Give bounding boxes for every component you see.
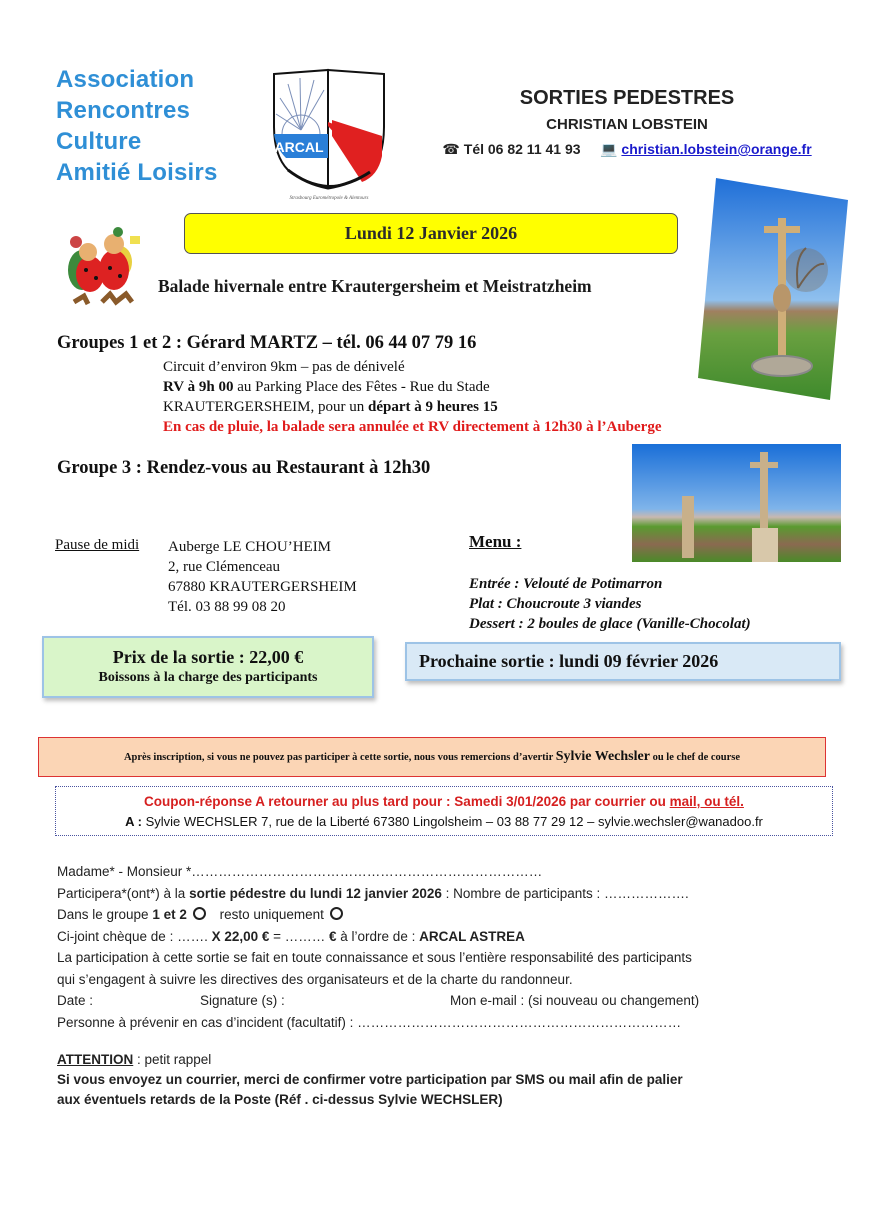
- menu-list: [469, 574, 751, 634]
- circuit-info: Circuit d’environ 9km – pas de dénivelé: [163, 359, 405, 375]
- name-field[interactable]: Madame* - Monsieur *……………………………………………………………………: [57, 864, 543, 879]
- contact-name: Sylvie Wechsler: [555, 749, 650, 764]
- contact-header: [412, 84, 842, 160]
- coupon-deadline-methods: mail, ou tél.: [669, 794, 744, 809]
- field-crosses-photo: [632, 444, 841, 562]
- logo-text: ARCAL: [274, 139, 324, 155]
- date-field[interactable]: Date :: [57, 993, 94, 1008]
- group-pre: Dans le groupe: [57, 907, 153, 922]
- departure-time: départ à 9 heures 15: [368, 399, 498, 415]
- contact-line: [412, 138, 842, 160]
- emergency-contact-field[interactable]: Personne à prévenir en cas d’incident (facultatif) : ………………………………………………………………: [57, 1014, 682, 1030]
- attention-sublabel: : petit rappel: [133, 1052, 212, 1067]
- attention-label: ATTENTION: [57, 1052, 134, 1067]
- arcal-logo: [266, 66, 392, 208]
- meeting-time: RV à 9h 00: [163, 379, 234, 395]
- menu-item: Entrée : Velouté de Potimarron: [469, 576, 663, 592]
- participation-pre: Participera*(ont*) à la: [57, 885, 190, 901]
- document-title: SORTIES PEDESTRES: [519, 87, 735, 109]
- cheque-pre: Ci-joint chèque de : …….: [57, 928, 212, 944]
- groups-1-2-heading: Groupes 1 et 2 : Gérard MARTZ – tél. 06 44 07 79 16: [57, 333, 477, 353]
- email-field[interactable]: Mon e-mail : (si nouveau ou changement): [450, 993, 700, 1008]
- disclaimer-line: La participation à cette sortie se fait en toute connaissance et sous l’entière responsabilité des participants: [57, 950, 692, 965]
- organizer-name: CHRISTIAN LOBSTEIN: [546, 116, 708, 133]
- resto-only-radio[interactable]: [330, 907, 343, 920]
- restaurant-address: [168, 537, 357, 617]
- coupon-deadline: [56, 792, 832, 812]
- price-text: Prix de la sortie : 22,00 €: [112, 647, 304, 667]
- participation-event: sortie pédestre du lundi 12 janvier 2026: [189, 885, 442, 901]
- org-line: Rencontres: [56, 97, 191, 124]
- cheque-currency: €: [329, 928, 337, 944]
- lunch-label: Pause de midi: [55, 537, 140, 553]
- attention-text: Si vous envoyez un courrier, merci de confirmer votre participation par SMS ou mail afin de palier: [57, 1072, 683, 1087]
- participation-line: [57, 883, 699, 905]
- restaurant-name: Auberge LE CHOU’HEIM: [168, 539, 332, 555]
- recipient-address: Sylvie WECHSLER 7, rue de la Liberté 67380 Lingolsheim – 03 88 77 29 12 – sylvie.wechsler@wanadoo.fr: [141, 814, 763, 829]
- participant-count-field[interactable]: : Nombre de participants : ……………….: [441, 885, 689, 901]
- notice-text: Après inscription, si vous ne pouvez pas participer à cette sortie, nous vous remercions d’avertir: [123, 752, 556, 763]
- organizer-phone: Tél 06 82 11 41 93: [463, 141, 581, 157]
- organization-name: [56, 64, 218, 188]
- group-3-heading: Groupe 3 : Rendez-vous au Restaurant à 12h30: [57, 458, 431, 478]
- org-line: Association: [56, 66, 195, 93]
- resto-only-label: resto uniquement: [219, 907, 324, 922]
- org-line: Amitié Loisirs: [56, 159, 218, 186]
- cheque-line: [57, 926, 699, 948]
- menu-item: Plat : Choucroute 3 viandes: [469, 596, 642, 612]
- cheque-unit-price: X 22,00 €: [211, 928, 270, 944]
- drinks-note: Boissons à la charge des participants: [98, 670, 318, 685]
- recipient-label: A :: [125, 814, 142, 829]
- meeting-point: [163, 377, 661, 397]
- event-subtitle: Balade hivernale entre Krautergersheim et Meistratzheim: [158, 276, 592, 296]
- attention-text: aux éventuels retards de la Poste (Réf . ci-dessus Sylvie WECHSLER): [57, 1092, 503, 1107]
- wayside-cross-photo: [698, 178, 848, 400]
- notice-text-end: ou le chef de course: [649, 752, 741, 763]
- rain-notice: En cas de pluie, la balade sera annulée et RV directement à 12h30 à l’Auberge: [163, 419, 662, 435]
- logo-caption: Strasbourg Eurométropole & Alentours: [289, 196, 369, 201]
- phone-icon: ☎: [442, 141, 460, 157]
- computer-icon: 💻: [599, 141, 618, 157]
- next-outing-box: Prochaine sortie : lundi 09 février 2026: [405, 642, 841, 681]
- registration-form: [57, 861, 699, 1033]
- restaurant-phone: Tél. 03 88 99 08 20: [168, 599, 286, 615]
- event-date-banner: Lundi 12 Janvier 2026: [184, 213, 678, 254]
- org-line: Culture: [56, 128, 142, 155]
- menu-title: Menu :: [469, 532, 522, 551]
- menu-item: Dessert : 2 boules de glace (Vanille-Chocolat): [469, 616, 751, 632]
- meeting-place: au Parking Place des Fêtes - Rue du Stade: [233, 379, 490, 395]
- attention-heading: [57, 1050, 683, 1070]
- group-1-2-radio[interactable]: [193, 907, 206, 920]
- cheque-total-field[interactable]: = ………: [269, 928, 330, 944]
- cancellation-notice: [38, 737, 826, 777]
- group-label: 1 et 2: [152, 907, 187, 922]
- meeting-town: KRAUTERGERSHEIM, pour un: [163, 399, 368, 415]
- cheque-payee: ARCAL ASTREA: [419, 928, 525, 944]
- signature-field[interactable]: Signature (s) :: [200, 993, 285, 1008]
- hiking-ladybugs-illustration: [52, 218, 148, 310]
- coupon-deadline-text: Coupon-réponse A retourner au plus tard pour : Samedi 3/01/2026 par courrier ou: [144, 794, 670, 809]
- restaurant-street: 2, rue Clémenceau: [168, 559, 281, 575]
- cheque-order-label: à l’ordre de :: [336, 928, 420, 944]
- disclaimer-line: qui s’engagent à suivre les directives des organisateurs et de la charte du randonneur.: [57, 971, 573, 987]
- departure-info: [163, 397, 661, 417]
- restaurant-city: 67880 KRAUTERGERSHEIM: [168, 579, 357, 595]
- groups-1-2-details: [163, 357, 661, 437]
- organizer-email-link[interactable]: christian.lobstein@orange.fr: [621, 141, 812, 157]
- price-box: [42, 636, 374, 698]
- signature-line: [57, 990, 699, 1012]
- coupon-recipient: [56, 812, 832, 832]
- attention-reminder: [57, 1050, 683, 1110]
- coupon-header: [55, 786, 833, 836]
- group-choice-line: [57, 904, 699, 926]
